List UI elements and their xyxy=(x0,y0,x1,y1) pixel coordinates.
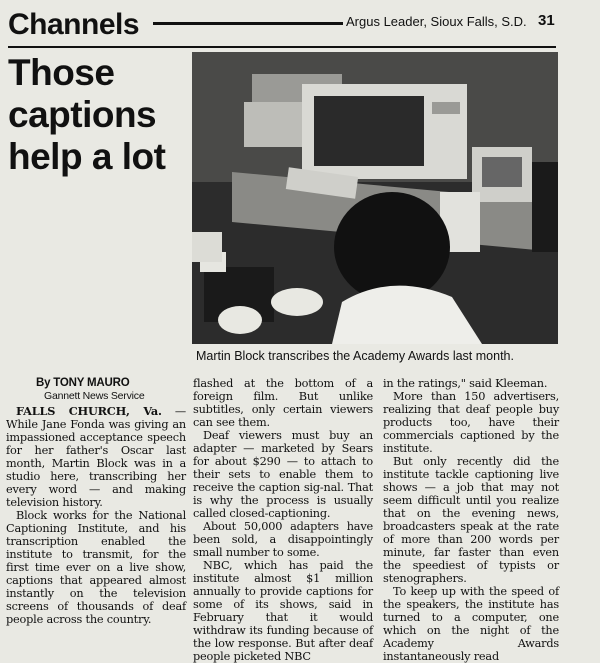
article-paragraph: Block works for the National Captioning Institute, and his transcription enabled the institute to transmit, for the first time ever on a live show, captions that appeared almost instantly on the television screens of thousands of deaf people across the country. xyxy=(6,509,186,626)
article-paragraph: Deaf viewers must buy an adapter — marketed by Sears for about $290 — to attach to their sets to enable them to receive the caption sig-nal. That is why the process is usually called closed-captioning. xyxy=(193,429,373,520)
photo-caption: Martin Block transcribes the Academy Awards last month. xyxy=(196,349,514,363)
article-paragraph: flashed at the bottom of a foreign film. But unlike subtitles, only certain viewers can see them. xyxy=(193,377,373,429)
article-paragraph: To keep up with the speed of the speakers, the institute has turned to a computer, one which on the night of the Academy Awards instantaneously read xyxy=(383,585,559,663)
headline-line: Those xyxy=(8,52,115,93)
paper-name: Argus Leader, Sioux Falls, S.D. xyxy=(346,14,527,29)
article-paragraph: But only recently did the institute tackle captioning live shows — a job that may not seem difficult until you realize that on the evening news, broadcasters speak at the rate of more than 200 words per minute, far faster than even the speediest of typists or stenographers. xyxy=(383,455,559,585)
photo-illustration xyxy=(192,52,558,344)
article-paragraph: About 50,000 adapters have been sold, a disappointingly small number to some. xyxy=(193,520,373,559)
terminal-screen xyxy=(314,96,424,166)
article-column-2 xyxy=(193,377,373,663)
dateline: FALLS CHURCH, Va. xyxy=(16,404,162,418)
byline-agency: Gannett News Service xyxy=(44,390,145,402)
article-paragraph: More than 150 advertisers, realizing that deaf people buy products too, have their commercials captioned by the institute. xyxy=(383,390,559,455)
article-paragraph: in the ratings," said Kleeman. xyxy=(383,377,548,390)
headline-line: captions xyxy=(8,94,157,135)
news-photo xyxy=(192,52,558,344)
byline-author: By TONY MAURO xyxy=(36,377,130,389)
header-rule xyxy=(153,22,343,25)
person-head xyxy=(334,192,450,302)
section-title: Channels xyxy=(8,8,140,41)
article-paragraph xyxy=(6,405,186,509)
page-number: 31 xyxy=(538,12,555,29)
headline xyxy=(8,52,188,178)
paragraph-text: — While Jane Fonda was giving an impassioned acceptance speech for her father's Oscar last month, Martin Block was in a studio here, transcribing her every word — and making television history. xyxy=(6,405,186,509)
hand xyxy=(218,306,262,334)
header-divider xyxy=(8,46,556,48)
page-header xyxy=(8,8,556,44)
headline-line: help a lot xyxy=(8,136,166,177)
article-paragraph: NBC, which has paid the institute almost $1 million annually to provide captions for some of its shows, said in February that it would withdraw its funding because of the low response. But after deaf people picketed NBC xyxy=(193,559,373,663)
hand xyxy=(271,288,323,316)
article-column-3 xyxy=(383,377,559,663)
article-column-1 xyxy=(6,377,186,626)
